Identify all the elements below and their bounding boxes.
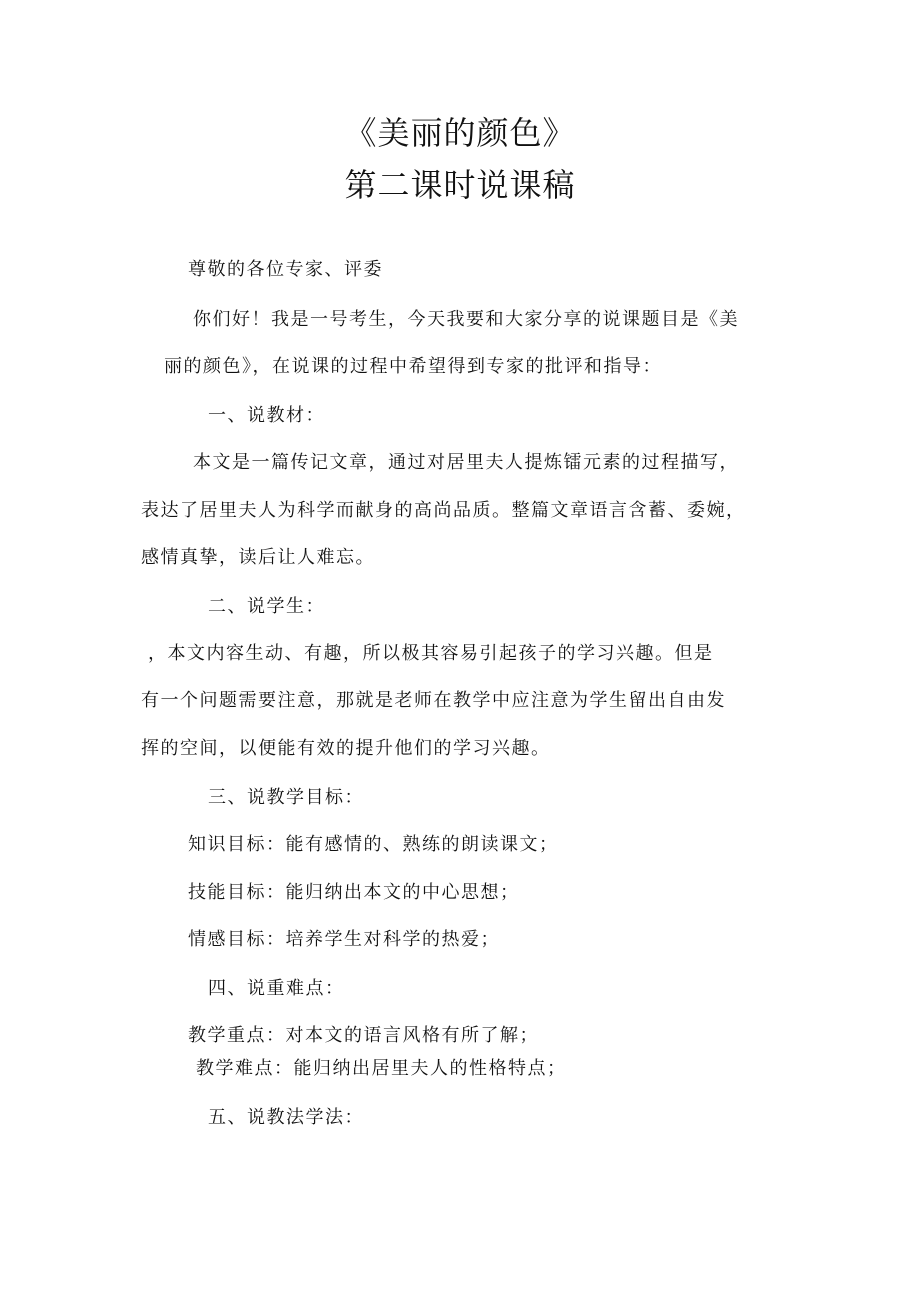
students-paragraph-line-3: 挥的空间，以便能有效的提升他们的学习兴趣。 — [141, 738, 551, 759]
goal-knowledge: 知识目标：能有感情的、熟练的朗读课文； — [188, 834, 559, 855]
intro-line-1: 你们好！我是一号考生，今天我要和大家分享的说课题目是《美 — [193, 309, 739, 330]
difficult-point-line: 教学难点：能归纳出居里夫人的性格特点； — [196, 1058, 567, 1079]
goal-emotion: 情感目标：培养学生对科学的热爱； — [188, 929, 500, 950]
section-heading-key-points: 四、说重难点： — [208, 978, 345, 999]
greeting-line: 尊敬的各位专家、评委 — [188, 259, 383, 280]
document-subtitle: 第二课时说课稿 — [344, 166, 576, 204]
section-heading-students: 二、说学生： — [208, 596, 325, 617]
goal-skill: 技能目标：能归纳出本文的中心思想； — [188, 882, 520, 903]
document-title: 《美丽的颜色》 — [344, 114, 576, 152]
section-heading-textbook: 一、说教材： — [208, 405, 325, 426]
students-paragraph-line-1: ，本文内容生动、有趣，所以极其容易引起孩子的学习兴趣。但是 — [148, 643, 714, 664]
intro-line-2: 丽的颜色》，在说课的过程中希望得到专家的批评和指导： — [164, 356, 662, 377]
textbook-paragraph-line-2: 表达了居里夫人为科学而献身的高尚品质。整篇文章语言含蓄、委婉， — [141, 500, 746, 521]
section-heading-methods: 五、说教法学法： — [208, 1107, 364, 1128]
textbook-paragraph-line-1: 本文是一篇传记文章，通过对居里夫人提炼镭元素的过程描写， — [193, 452, 739, 473]
textbook-paragraph-line-3: 感情真挚，读后让人难忘。 — [141, 547, 375, 568]
section-heading-goals: 三、说教学目标： — [208, 787, 364, 808]
key-point-line: 教学重点：对本文的语言风格有所了解； — [188, 1025, 539, 1046]
students-paragraph-line-2: 有一个问题需要注意，那就是老师在教学中应注意为学生留出自由发 — [141, 690, 726, 711]
